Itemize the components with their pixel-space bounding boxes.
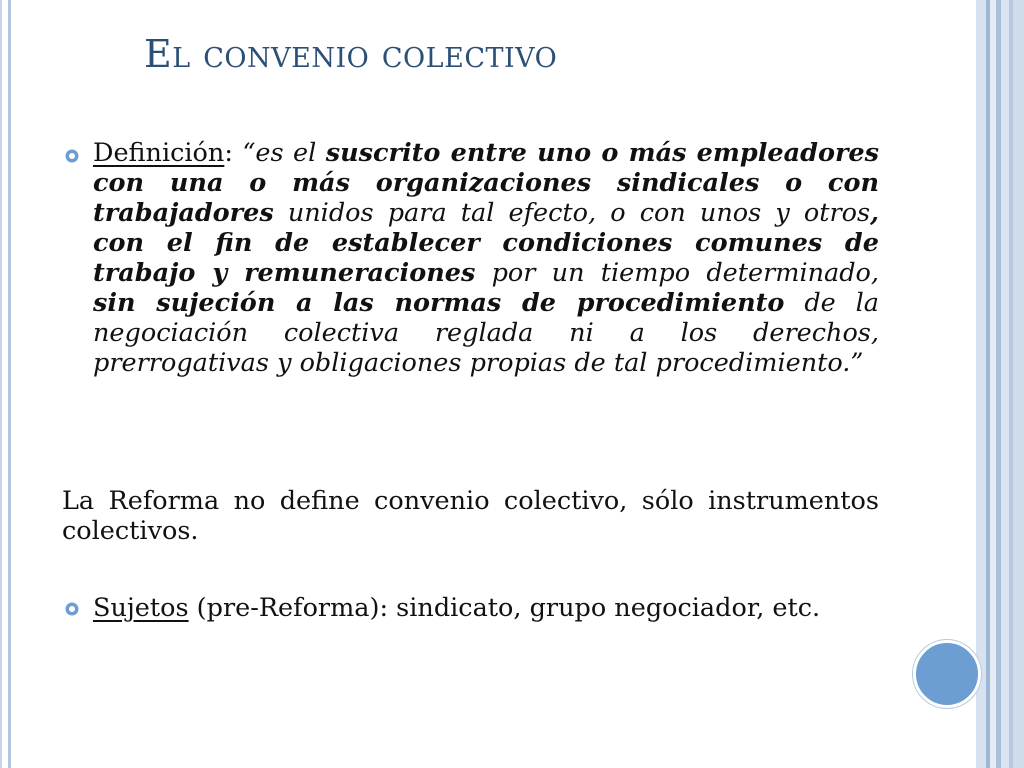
definition-emphasis: sin sujeción a las normas de procedimiento: [93, 288, 785, 318]
bullet-icon: [63, 147, 81, 165]
definition-emphasis: , con el fin de establecer condiciones comunes de trabajo y remuneraciones: [93, 198, 879, 288]
definition-text: por un tiempo determinado,: [475, 258, 880, 288]
definition-separator: :: [224, 138, 243, 168]
reforma-paragraph: La Reforma no define convenio colectivo, sólo instrumentos colectivos.: [62, 486, 879, 546]
sujetos-paragraph: [93, 593, 879, 623]
definition-emphasis: suscrito entre uno o más empleadores con una o más organizaciones sindicales o con trabajadores: [93, 138, 880, 228]
definition-text: unidos para tal efecto, o con unos y otros: [273, 198, 871, 228]
definition-text: de la negociación colectiva reglada ni a los derechos, prerrogativas y obligaciones propias de tal procedimiento.”: [93, 288, 879, 378]
slide-title: El convenio colectivo: [144, 32, 558, 76]
definition-label: Definición: [93, 138, 225, 168]
sujetos-label: Sujetos: [93, 593, 189, 623]
definition-text: “es el: [242, 138, 326, 168]
slide-frame-left-outer: [0, 0, 2, 768]
slide-frame-left-inner: [8, 0, 11, 768]
sujetos-text: (pre-Reforma): sindicato, grupo negociador, etc.: [188, 593, 821, 623]
decorative-circle: [913, 640, 981, 708]
definition-quote: [93, 138, 879, 378]
slide-frame-right-stripes: [976, 0, 1024, 768]
bullet-icon: [63, 600, 81, 618]
definition-paragraph: [93, 138, 879, 378]
